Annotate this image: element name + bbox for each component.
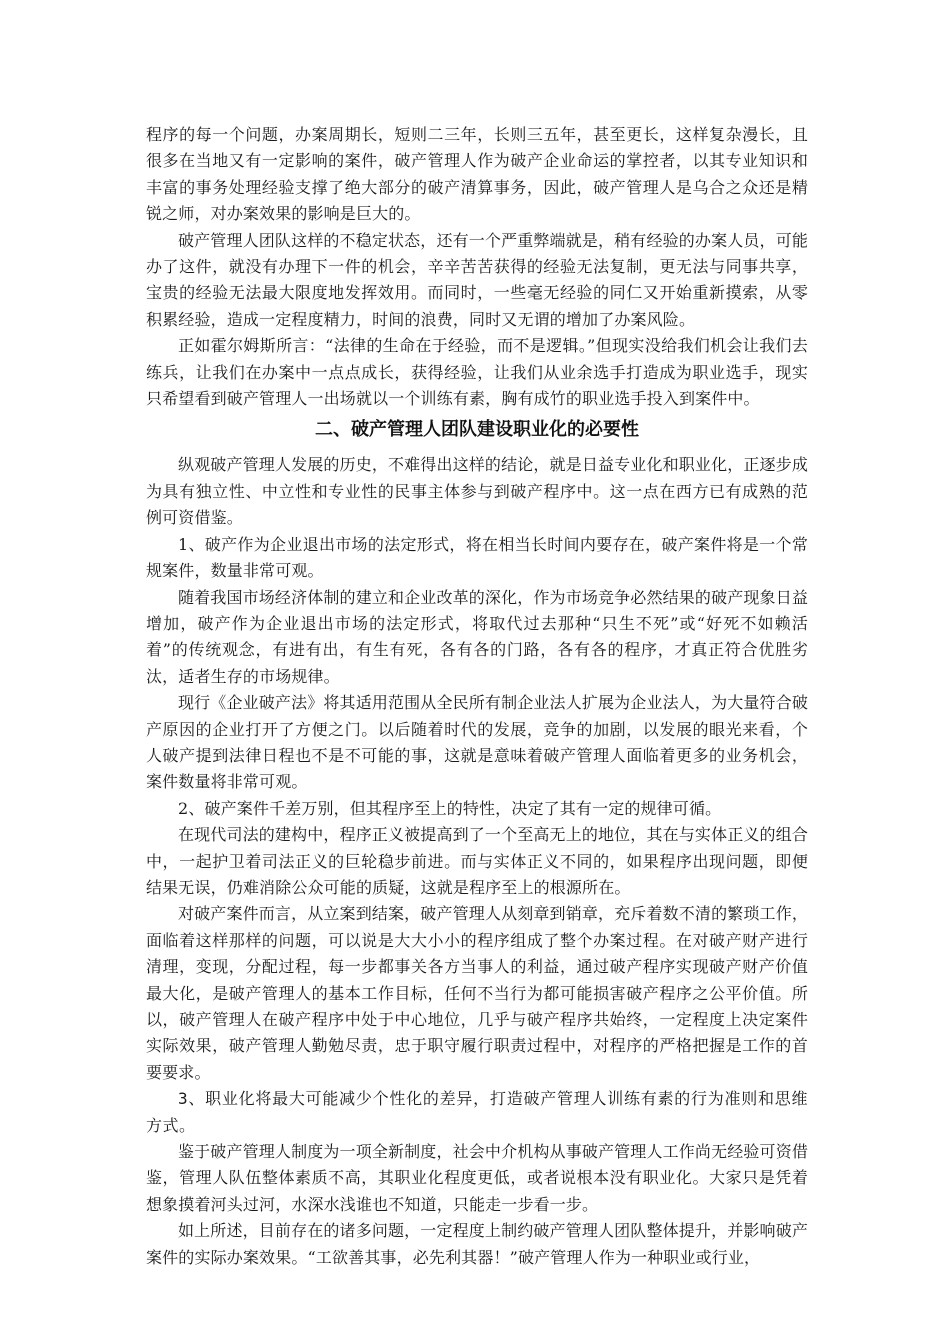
- paragraph: 纵观破产管理人发展的历史，不难得出这样的结论，就是日益专业化和职业化，正逐步成为具有独立性、中立性和专业性的民事主体参与到破产程序中。这一点在西方已有成熟的范例可资借鉴。: [146, 455, 808, 528]
- paragraph: 现行《企业破产法》将其适用范围从全民所有制企业法人扩展为企业法人，为大量符合破产原因的企业打开了方便之门。以后随着时代的发展，竞争的加剧，以发展的眼光来看，个人破产提到法律日程也不是不可能的事，这就是意味着破产管理人面临着更多的业务机会，案件数量将非常可观。: [146, 693, 808, 792]
- paragraph: 随着我国市场经济体制的建立和企业改革的深化，作为市场竞争必然结果的破产现象日益增加，破产作为企业退出市场的法定形式，将取代过去那种“只生不死”或“好死不如赖活着”的传统观念，有进有出，有生有死，各有各的门路，各有各的程序，才真正符合优胜劣汰，适者生存的市场规律。: [146, 587, 808, 686]
- paragraph: 破产管理人团队这样的不稳定状态，还有一个严重弊端就是，稍有经验的办案人员，可能办了这件，就没有办理下一件的机会，辛辛苦苦获得的经验无法复制，更无法与同事共享，宝贵的经验无法最大限度地发挥效用。而同时，一些毫无经验的同仁又开始重新摸索，从零积累经验，造成一定程度精力，时间的浪费，同时又无谓的增加了办案风险。: [146, 230, 808, 329]
- paragraph: 对破产案件而言，从立案到结案，破产管理人从刻章到销章，充斥着数不清的繁琐工作，面临着这样那样的问题，可以说是大大小小的程序组成了整个办案过程。在对破产财产进行清理，变现，分配过程，每一步都事关各方当事人的利益，通过破产程序实现破产财产价值最大化，是破产管理人的基本工作目标，任何不当行为都可能损害破产程序之公平价值。所以，破产管理人在破产程序中处于中心地位，几乎与破产程序共始终，一定程度上决定案件实际效果，破产管理人勤勉尽责，忠于职守履行职责过程中，对程序的严格把握是工作的首要要求。: [146, 904, 808, 1082]
- section-heading: 二、破产管理人团队建设职业化的必要性: [315, 419, 639, 441]
- paragraph: 正如霍尔姆斯所言：“法律的生命在于经验，而不是逻辑。”但现实没给我们机会让我们去练兵，让我们在办案中一点点成长，获得经验，让我们从业余选手打造成为职业选手，现实只希望看到破产管理人一出场就以一个训练有素，胸有成竹的职业选手投入到案件中。: [146, 336, 808, 409]
- numbered-point: 3、职业化将最大可能减少个性化的差异，打造破产管理人训练有素的行为准则和思维方式。: [146, 1089, 808, 1135]
- paragraph: 鉴于破产管理人制度为一项全新制度，社会中介机构从事破产管理人工作尚无经验可资借鉴，管理人队伍整体素质不高，其职业化程度更低，或者说根本没有职业化。大家只是凭着想象摸着河头过河，水深水浅谁也不知道，只能走一步看一步。: [146, 1142, 808, 1214]
- paragraph: 如上所述，目前存在的诸多问题，一定程度上制约破产管理人团队整体提升，并影响破产案件的实际办案效果。“工欲善其事，必先利其器！”破产管理人作为一种职业或行业，: [146, 1221, 808, 1267]
- paragraph: 在现代司法的建构中，程序正义被提高到了一个至高无上的地位，其在与实体正义的组合中，一起护卫着司法正义的巨轮稳步前进。而与实体正义不同的，如果程序出现问题，即便结果无误，仍难消除公众可能的质疑，这就是程序至上的根源所在。: [146, 825, 808, 897]
- document-page: [146, 122, 808, 1271]
- numbered-point: 2、破产案件千差万别，但其程序至上的特性，决定了其有一定的规律可循。: [178, 798, 722, 818]
- numbered-point: 1、破产作为企业退出市场的法定形式，将在相当长时间内要存在，破产案件将是一个常规案件，数量非常可观。: [146, 534, 808, 581]
- paragraph-continued: 程序的每一个问题，办案周期长，短则二三年，长则三五年，甚至更长，这样复杂漫长，且很多在当地又有一定影响的案件，破产管理人作为破产企业命运的掌控者，以其专业知识和丰富的事务处理经验支撑了绝大部分的破产清算事务，因此，破产管理人是乌合之众还是精锐之师，对办案效果的影响是巨大的。: [146, 125, 808, 224]
